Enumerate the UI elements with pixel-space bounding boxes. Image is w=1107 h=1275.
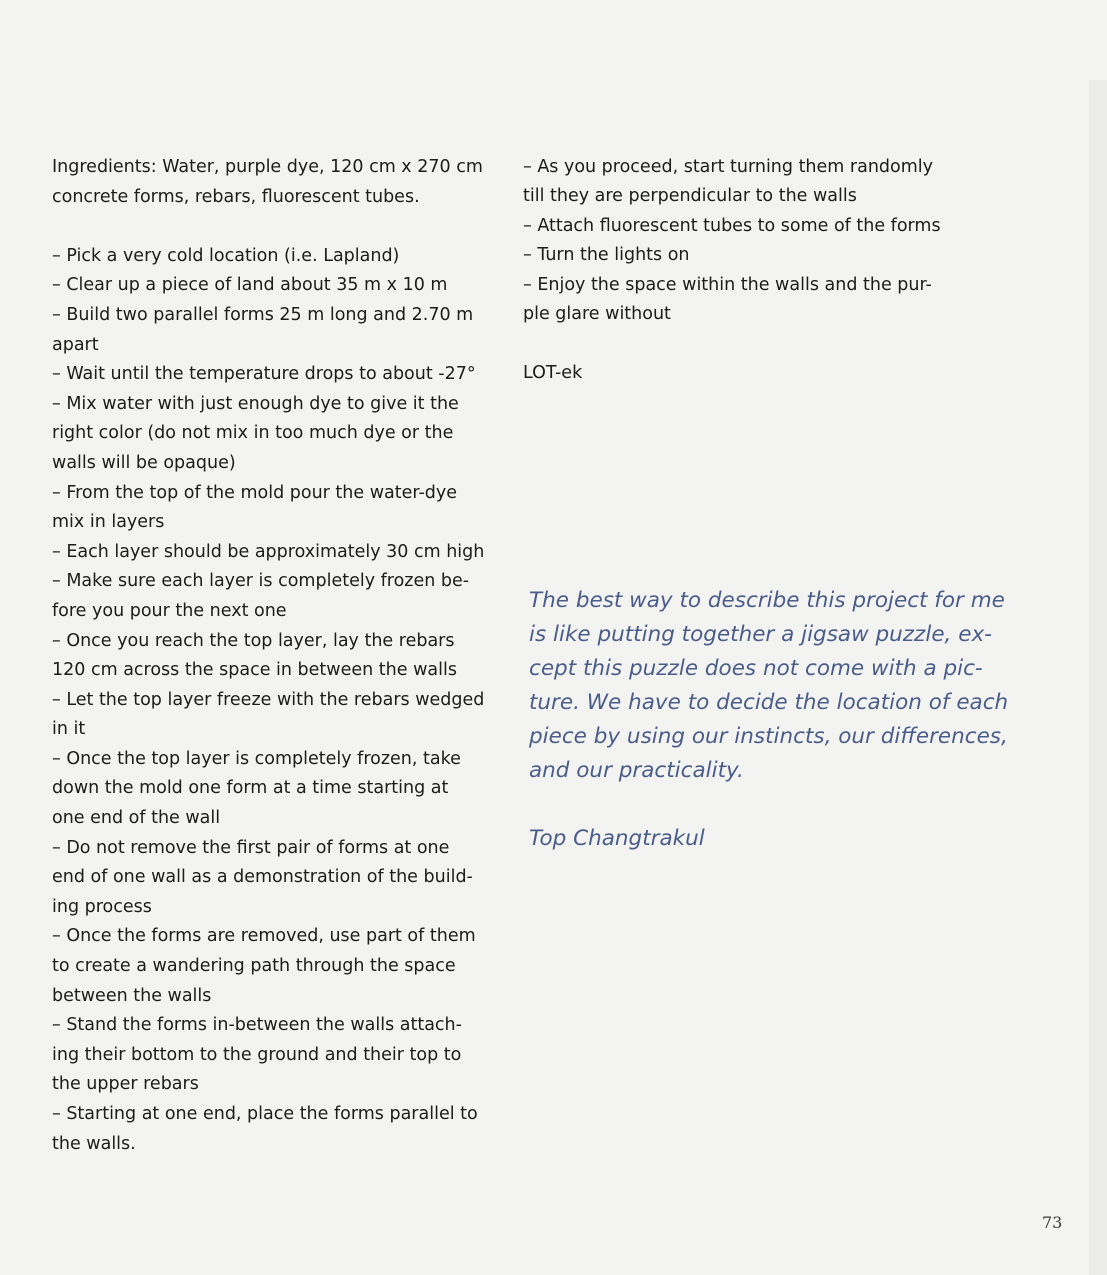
step-line: ing their bottom to the ground and their top to bbox=[52, 1044, 462, 1065]
quote-line: ture. We have to decide the location of each bbox=[529, 690, 1009, 715]
step-line: – Starting at one end, place the forms parallel to bbox=[52, 1104, 478, 1124]
ingredients-line: Ingredients: Water, purple dye, 120 cm x 270 cm bbox=[52, 157, 483, 177]
left-column bbox=[52, 153, 492, 1159]
quote-line: is like putting together a jigsaw puzzle, ex- bbox=[529, 622, 992, 647]
step-line: down the mold one form at a time starting at bbox=[52, 778, 449, 799]
quote-text bbox=[529, 584, 1009, 788]
pull-quote bbox=[529, 584, 1009, 856]
step-line: till they are perpendicular to the walls bbox=[523, 186, 857, 207]
step-line: mix in layers bbox=[52, 512, 165, 533]
quote-line: cept this puzzle does not come with a pic- bbox=[529, 656, 983, 681]
step-line: – Mix water with just enough dye to give it the bbox=[52, 393, 459, 414]
quote-line: and our practicality. bbox=[529, 758, 744, 783]
page-edge-shadow bbox=[1089, 80, 1107, 1275]
step-line: between the walls bbox=[52, 985, 212, 1006]
step-line: in it bbox=[52, 719, 86, 740]
quote-line: piece by using our instincts, our differences, bbox=[529, 724, 1008, 749]
step-line: ing process bbox=[52, 896, 152, 917]
step-line: – Wait until the temperature drops to about -27° bbox=[52, 364, 476, 385]
step-line: – Once the forms are removed, use part of them bbox=[52, 926, 476, 947]
step-line: – Each layer should be approximately 30 cm high bbox=[52, 541, 485, 562]
step-line: walls will be opaque) bbox=[52, 452, 236, 473]
step-line: – Enjoy the space within the walls and the pur- bbox=[523, 274, 932, 295]
step-line: – As you proceed, start turning them randomly bbox=[523, 157, 933, 177]
step-line: – Turn the lights on bbox=[523, 245, 690, 266]
step-line: – Make sure each layer is completely frozen be- bbox=[52, 571, 470, 592]
quote-author: Top Changtrakul bbox=[529, 826, 705, 851]
right-steps-list bbox=[523, 153, 953, 329]
step-line: – Once the top layer is completely frozen, take bbox=[52, 748, 461, 769]
step-line: fore you pour the next one bbox=[52, 600, 287, 621]
step-line: the walls. bbox=[52, 1133, 136, 1154]
step-line: – From the top of the mold pour the water-dye bbox=[52, 482, 457, 503]
quote-line: The best way to describe this project for me bbox=[529, 588, 1005, 613]
step-line: one end of the wall bbox=[52, 808, 221, 829]
step-line: – Do not remove the first pair of forms at one bbox=[52, 837, 450, 858]
step-line: right color (do not mix in too much dye or the bbox=[52, 423, 454, 444]
step-line: – Clear up a piece of land about 35 m x 10 m bbox=[52, 275, 448, 296]
step-line: – Build two parallel forms 25 m long and 2.70 m bbox=[52, 304, 474, 325]
step-line: to create a wandering path through the space bbox=[52, 956, 456, 977]
step-line: ple glare without bbox=[523, 304, 671, 325]
lot-ek-signature: LOT-ek bbox=[523, 362, 583, 383]
left-steps-list bbox=[52, 242, 492, 1159]
step-line: – Attach fluorescent tubes to some of the forms bbox=[523, 215, 941, 236]
page-number: 73 bbox=[1042, 1213, 1063, 1232]
step-line: 120 cm across the space in between the walls bbox=[52, 660, 457, 681]
step-line: – Pick a very cold location (i.e. Lapland) bbox=[52, 245, 400, 266]
right-column bbox=[523, 153, 953, 388]
step-line: – Stand the forms in-between the walls attach- bbox=[52, 1015, 462, 1036]
step-line: – Let the top layer freeze with the rebars wedged bbox=[52, 689, 485, 710]
step-line: – Once you reach the top layer, lay the rebars bbox=[52, 630, 455, 651]
step-line: apart bbox=[52, 334, 99, 355]
ingredients-line: concrete forms, rebars, fluorescent tubes. bbox=[52, 186, 420, 207]
step-line: end of one wall as a demonstration of the build- bbox=[52, 867, 473, 888]
step-line: the upper rebars bbox=[52, 1074, 199, 1095]
